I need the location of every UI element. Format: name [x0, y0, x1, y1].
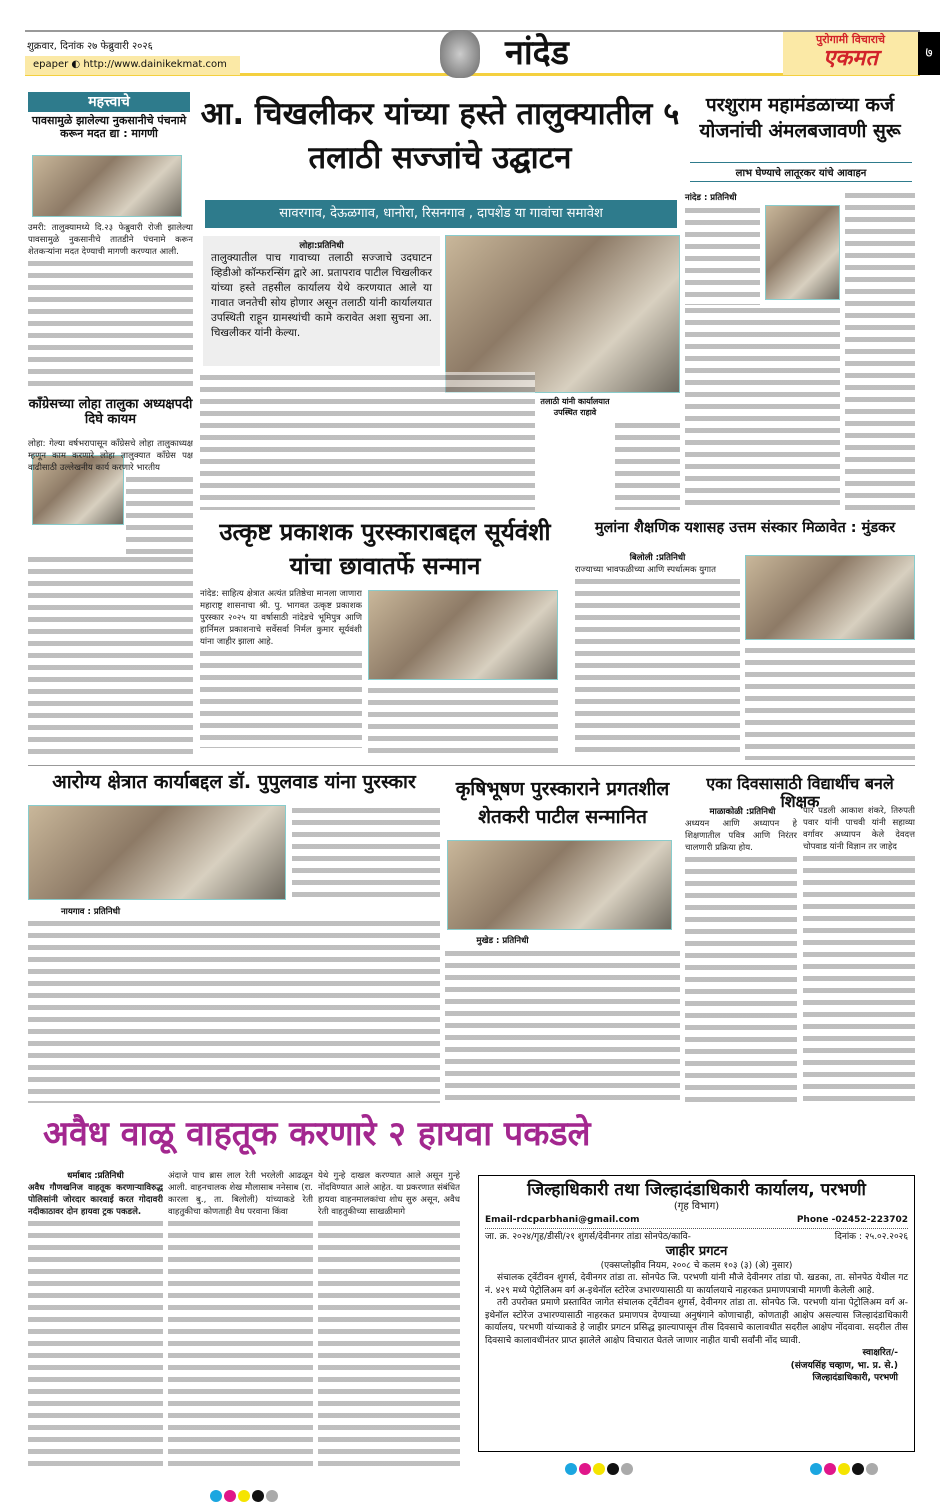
city-emblem-icon: [440, 30, 480, 78]
section-label: महत्त्वाचे: [28, 92, 190, 112]
mundkar-body: [745, 645, 915, 760]
sand-body: अंदाजे पाच ब्रास लाल रेती भरलेली आढळून आली. वाहनचालक शेख मौलासाब ननेसाब (रा. कारला बु., ता. बिलोली) यांच्याकडे रेती वाहतुकीचा कोणताही वैध परवाना किंवा: [168, 1170, 313, 1480]
epaper-label: epaper: [33, 59, 69, 70]
news-photo: [445, 235, 680, 393]
ad-signature: स्वाक्षरित/- (संजयसिंह चव्हाण, भा. प्र. से.) जिल्हादंडाधिकारी, परभणी: [790, 1348, 898, 1383]
byline: धर्माबाद :प्रतिनिधी: [67, 1171, 124, 1181]
left-article-1: उमरी: तालुक्यामध्ये दि.२३ फेब्रुवारी रोजी झालेल्या पावसामुळे नुकसानीचे तातडीने पंचनामे करून शेतकऱ्यांना मदत देण्याची मागणी करण्यात आली.: [28, 222, 193, 392]
brand-logo: [783, 32, 918, 75]
teacher-body: अध्ययन आणि अध्यापन हे शिक्षणातील पवित्र आणि निरंतर चालणारी प्रक्रिया होय.: [685, 818, 797, 1103]
mundkar-headline: मुलांना शैक्षणिक यशासह उत्तम संस्कार मिळावेत : मुंडकर: [594, 520, 896, 536]
byline: नायगाव : प्रतिनिधी: [60, 907, 121, 917]
krishi-body: [445, 948, 680, 1103]
photo-caption: तलाठी यांनी कार्यालयात उपस्थित राहावे: [540, 397, 610, 417]
byline: नांदेड : प्रतिनिधी: [685, 193, 737, 203]
news-photo: [447, 840, 672, 930]
ad-rule: (एक्सप्लोझीव नियम, २००८ चे कलम १०३ (३) (अे) नुसार): [600, 1260, 793, 1271]
teacher-body: पार पडली आकाश शंकरे, तिरुपती पवार यांनी पाचवी यांनी सहाव्या वर्गावर अध्यापन केले देवदत्त चोपवाड यांनी विज्ञान तर जाहेद: [803, 805, 915, 1103]
byline: बिलोली :प्रतिनिधी: [629, 553, 686, 563]
ad-paragraph-2: तरी उपरोक्त प्रमाणे प्रस्तावित जागेत संचालक ट्वेंटीवन शुगर्स, देवीनगर तांडा ता. सोनपेठ जि. परभणी यांना पेट्रोलिअम वर्ग अ-इथेनॉल स्टोरेज उभारण्यासाठी नाहरकत प्रमाणपत्र देण्याच्या अनुषंगाने कोणाचाही, कोणताही आक्षेप असल्यास जिल्हादंडाधिकारी कार्यालय, परभणी यांच्याकडे हे जाहीर प्रगटन प्रसिद्ध झाल्यापासून तीस दिवसाचे कालावधीत सदरील आक्षेप नोंदवावा. सदरील तीस दिवसाचे कालावधीनंतर प्राप्त झालेले आक्षेप विचारात घेतले जाणार नाहीत याची सर्वांनी नोंद घ्यावी.: [485, 1298, 908, 1346]
ad-date: दिनांक : २५.०२.२०२६: [834, 1232, 908, 1242]
ad-title: जिल्हाधिकारी तथा जिल्हादंडाधिकारी कार्यालय, परभणी: [527, 1180, 866, 1200]
issue-date: शुक्रवार, दिनांक २७ फेब्रुवारी २०२६: [27, 41, 153, 52]
health-body: [28, 918, 440, 1103]
ad-phone: Phone -02452-223702: [796, 1214, 908, 1225]
public-notice-ad: [478, 1175, 915, 1452]
divider: [28, 765, 915, 766]
award-body: नांदेड: साहित्य क्षेत्रात अत्यंत प्रतिष्ठेचा मानला जाणारा महाराष्ट्र शासनाचा श्री. पु. भागवत उत्कृष्ट प्रकाशक पुरस्कार २०२५ या वर्षासाठी नांदेडचे भूमिपुत्र आणि हार्निमल प्रकाशनाचे सर्वेसर्वा निर्मल कुमार सूर्यवंशी यांना जाहीर झाला आहे.: [200, 588, 362, 760]
lead-subhead: सावरगाव, देऊळगाव, धानोरा, रिसनगाव , दापशेड या गावांचा समावेश: [205, 200, 677, 228]
city-name: नांदेड: [505, 33, 569, 73]
teacher-headline: एका दिवसासाठी विद्यार्थीच बनले शिक्षक: [706, 774, 894, 812]
ad-email: Email-rdcparbhani@gmail.com: [485, 1214, 640, 1225]
award-body: [368, 685, 558, 760]
right-body: [845, 190, 915, 510]
right-body: [685, 205, 760, 305]
sand-headline: अवैध वाळू वाहतूक करणारे २ हायवा पकडले: [43, 1114, 591, 1154]
ad-contact: [485, 1214, 908, 1230]
masthead: [25, 30, 933, 76]
lead-body: [200, 372, 535, 510]
brand-tagline: पुरोगामी विचाराचे: [815, 33, 886, 46]
ad-reference: जा. क्र. २०२४/गृह/डीसी/२१ शुगर्स/देवीनगर तांडा सोनपेठ/कावि-: [485, 1232, 691, 1242]
lead-intro-box: लोहा:प्रतिनिधी तालुक्यातील पाच गावाच्या तलाठी सज्जाचे उदघाटन व्हिडीओ कॉन्फरन्सिंग द्वारे आ. प्रतापराव पाटील चिखलीकर यांच्या हस्ते तहसील कार्यालय येथे करणयात आले या गावात जनतेची सोय होणार असून तलाठी यांनी कार्यालयात उपस्थिती राहून ग्रामस्थांची कामे करावेत अशा सुचना आ. चिखलीकर यांनी केल्या.: [203, 236, 440, 366]
health-headline: आरोग्य क्षेत्रात कार्याबद्दल डॉ. पुपुलवाड यांना पुरस्कार: [52, 771, 416, 793]
ad-dept: (गृह विभाग): [673, 1201, 720, 1212]
right-body: [685, 305, 840, 510]
color-registration-marks: [210, 1487, 280, 1506]
brand-name: एकमत: [823, 46, 878, 71]
color-registration-marks: [810, 1460, 880, 1479]
page-number: ७: [918, 32, 940, 75]
sand-body: येथे गुन्हे दाखल करण्यात आले असून गुन्हे नोंदविण्यात आले आहेत. या प्रकरणात संबंधित हायवा वाहनमालकांचा शोध सुरु असून, अवैध रेती वाहतुकीच्या साखळीमागे: [318, 1170, 460, 1480]
news-photo: [745, 555, 915, 640]
epaper-bar: epaper ◐ http://www.dainikekmat.com: [25, 56, 240, 75]
health-body: [292, 805, 440, 900]
website-link[interactable]: http://www.dainikekmat.com: [83, 59, 227, 70]
lead-intro-text: तालुक्यातील पाच गावाच्या तलाठी सज्जाचे उदघाटन व्हिडीओ कॉन्फरन्सिंग द्वारे आ. प्रतापराव पाटील चिखलीकर यांच्या हस्ते तहसील कार्यालय येथे करणयात आले या गावात जनतेची सोय होणार असून तलाठी यांनी कार्यालयात उपस्थिती राहून ग्रामस्थांची कामे करावेत अशा सुचना आ. चिखलीकर यांनी केल्या.: [211, 252, 432, 339]
krishi-headline: कृषिभूषण पुरस्काराने प्रगतशील शेतकरी पाटील सन्मानित: [455, 778, 670, 828]
news-photo: [28, 805, 286, 900]
news-photo: [765, 205, 840, 300]
mundkar-body: राज्याच्या भावफळीच्या आणि स्पर्धात्मक युगात: [575, 564, 740, 760]
left-headline-2: काँग्रेसच्या लोहा तालुका अध्यक्षपदी दिघे कायम: [28, 397, 193, 427]
award-headline: उत्कृष्ट प्रकाशक पुरस्काराबद्दल सूर्यवंशी यांचा छावातर्फे सन्मान: [219, 518, 551, 580]
news-photo: [368, 590, 558, 680]
right-headline: परशुराम महामंडळाच्या कर्ज योजनांची अंमलबजावणी सुरू: [699, 94, 901, 142]
news-photo: [32, 155, 182, 217]
ad-paragraph-1: संचालक ट्वेंटीवन शुगर्स, देवीनगर तांडा ता. सोनपेठ जि. परभणी यांनी मौजे देवीनगर तांडा पो. खडका, ता. सोनपेठ येथील गट नं. ४२९ मध्ये पेट्रोलिअम वर्ग अ-इथेनॉल स्टोरेज उभारण्यासाठी या कार्यालयाचे नाहरकत प्रमाणपत्राची मागणी केलेली आहे.: [485, 1273, 908, 1296]
lead-body: [615, 420, 680, 510]
right-subhead: लाभ घेण्याचे लातूरकर यांचे आवाहन: [690, 162, 912, 182]
color-registration-marks: [565, 1460, 635, 1479]
lead-headline: आ. चिखलीकर यांच्या हस्ते तालुक्यातील ५ तलाठी सज्जांचे उद्घाटन: [200, 96, 680, 176]
ad-heading: जाहीर प्रगटन: [665, 1243, 728, 1259]
byline: मुखेड : प्रतिनिधी: [476, 936, 529, 946]
sand-body: अवैध गौणखनिज वाहतूक करणाऱ्याविरुद्ध पोलिसांनी जोरदार कारवाई करत गोदावरी नदीकाठावर दोन हायवा ट्रक पकडले.: [28, 1182, 163, 1480]
left-article-2: लोहा: गेल्या वर्षभरापासून काँग्रेसचे लोहा तालुकाध्यक्ष म्हणून काम करणारे लोहा तालुक्यात काँग्रेस पक्ष वाढीसाठी उल्लेखनीय कार्य करणारे भारतीय: [28, 438, 193, 760]
byline: माळाकोळी :प्रतिनिधी: [709, 807, 776, 817]
left-headline-1: पावसामुळे झालेल्या नुकसानीचे पंचनामे करून मदत द्या : मागणी: [31, 114, 187, 140]
